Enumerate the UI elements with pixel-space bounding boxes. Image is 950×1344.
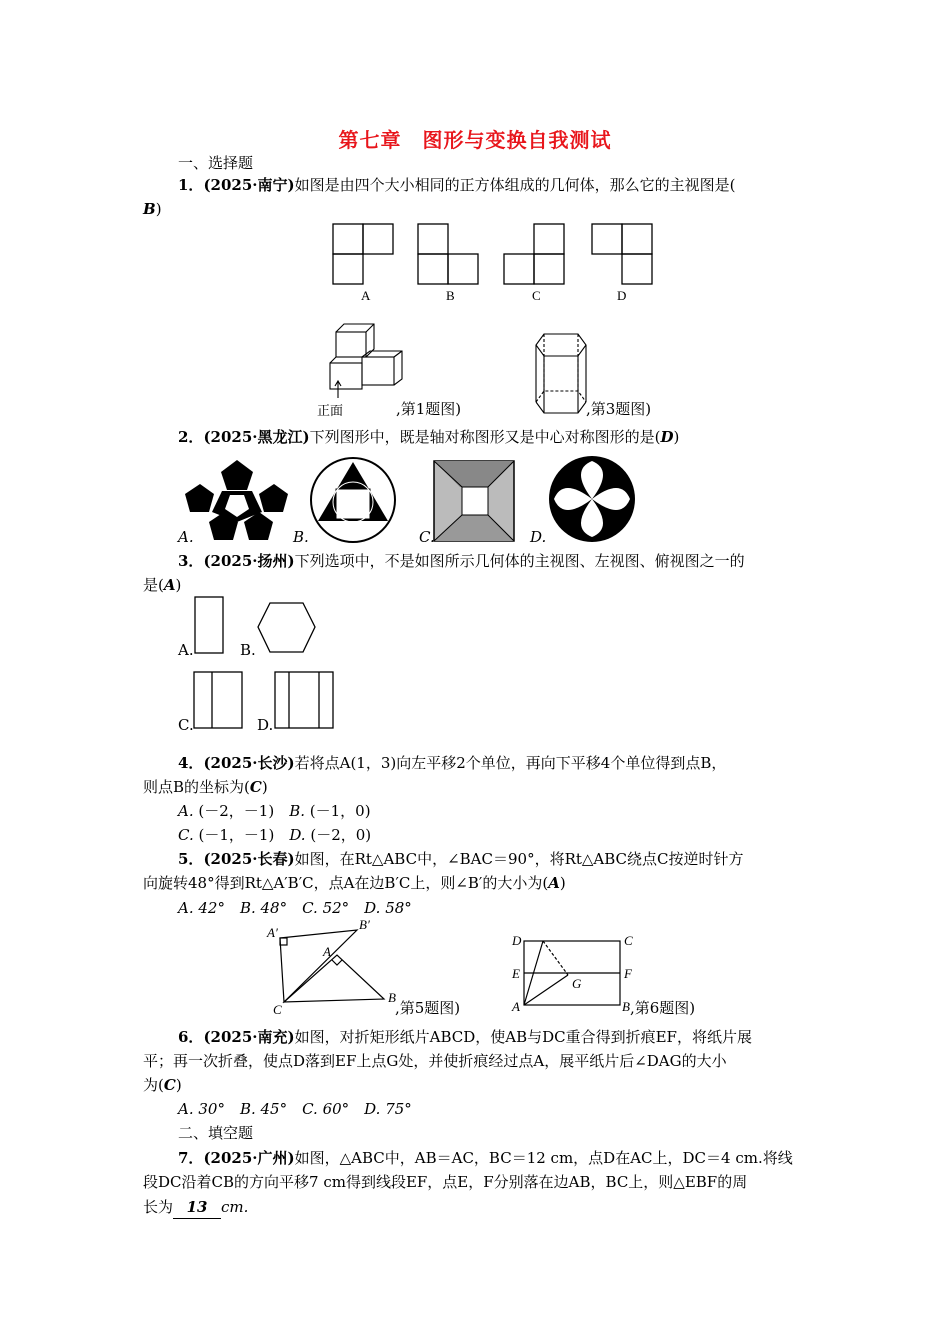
q4-text: 若将点A(1，3)向左平移2个单位，再向下平移4个单位得到点B，	[294, 754, 727, 772]
q4-option-a-value: (－2，－1)	[198, 802, 275, 820]
q2-text: 下列图形中，既是轴对称图形又是中心对称图形的是(	[309, 428, 661, 446]
q3-option-d: D.	[257, 716, 274, 734]
q6-options: A. 30° B. 45° C. 60° D. 75°	[178, 1100, 412, 1118]
q6-point-d: D	[512, 933, 522, 948]
q3-text: 下列选项中，不是如图所示几何体的主视图、左视图、俯视图之一的	[294, 552, 745, 570]
q5-options: A. 42° B. 48° C. 52° D. 58°	[178, 899, 412, 917]
q6-answer: C	[163, 1076, 176, 1094]
q2-source: (2025·黑龙江)	[203, 428, 310, 446]
q5-point-b: B	[388, 990, 396, 1005]
q5-answer: A	[548, 874, 560, 892]
q5-point-a-prime: A′	[267, 925, 278, 940]
q7-answer: 13	[173, 1196, 221, 1219]
q1-source: (2025·南宁)	[203, 176, 295, 194]
q6-point-a: A	[512, 999, 520, 1014]
q6-number: 6．	[178, 1028, 204, 1046]
q7-source: (2025·广州)	[203, 1149, 295, 1167]
q6-point-g: G	[572, 976, 582, 991]
q1-caption: ,第1题图)	[396, 400, 462, 418]
q3-answer: A	[163, 576, 176, 594]
q2-option-c: C.	[419, 528, 435, 546]
page-title: 第七章 图形与变换自我测试	[338, 128, 612, 152]
q4-option-b: B.	[289, 802, 305, 820]
q6-caption: ,第6题图)	[630, 999, 696, 1017]
q3-close: )	[175, 576, 182, 594]
q4-answer: C	[249, 778, 262, 796]
q6-point-c: C	[624, 933, 633, 948]
q5-caption: ,第5题图)	[395, 999, 461, 1017]
q1-option-b: B	[446, 288, 455, 303]
q6-line-1: 如图，对折矩形纸片ABCD，使AB与DC重合得到折痕EF，将纸片展	[294, 1028, 752, 1046]
q3-caption: ,第3题图)	[586, 400, 652, 418]
q3-source: (2025·扬州)	[203, 552, 295, 570]
q4-option-b-value: (－1，0)	[309, 802, 371, 820]
q5-close: )	[559, 874, 566, 892]
q2-close: )	[673, 428, 680, 446]
q6-source: (2025·南充)	[203, 1028, 295, 1046]
q1-option-a: A	[361, 288, 371, 303]
q2-option-b: B.	[293, 528, 309, 546]
q6-line-2: 平；再一次折叠，使点D落到EF上点G处，并使折痕经过点A，展平纸片后∠DAG的大小	[143, 1052, 727, 1070]
q3-number: 3．	[178, 552, 204, 570]
q7-line-1: 如图，△ABC中，AB＝AC，BC＝12 cm，点D在AC上，DC＝4 cm.将线	[294, 1149, 793, 1167]
q5-number: 5．	[178, 850, 204, 868]
q5-line-1: 如图，在Rt△ABC中，∠BAC＝90°，将Rt△ABC绕点C按逆时针方	[294, 850, 744, 868]
q1-text: 如图是由四个大小相同的正方体组成的几何体，那么它的主视图是(	[294, 176, 736, 194]
q5-line-2: 向旋转48°得到Rt△A′B′C，点A在边B′C上，则∠B′的大小为(	[143, 874, 549, 892]
q1-number: 1．	[178, 176, 204, 194]
section-choice: 一、选择题	[178, 154, 254, 172]
q2-number: 2．	[178, 428, 204, 446]
q1-front-label: 正面	[317, 403, 344, 418]
q7-line-2: 段DC沿着CB的方向平移7 cm得到线段EF，点E，F分别落在边AB，BC上，则△EBF的周	[143, 1173, 748, 1191]
q5-point-c: C	[273, 1002, 282, 1017]
q4-option-c-value: (－1，－1)	[198, 826, 275, 844]
q6-point-b: B	[622, 999, 630, 1014]
q2-option-d: D.	[530, 528, 547, 546]
q7-line-3-pre: 长为	[143, 1198, 174, 1216]
q4-option-c: C.	[178, 826, 194, 844]
q7-line-3-row	[143, 1196, 248, 1219]
q2-option-a: A.	[178, 528, 194, 546]
q1-close: )	[155, 200, 162, 218]
question-7	[178, 1147, 793, 1169]
q4-source: (2025·长沙)	[203, 754, 295, 772]
q6-line-3: 为(	[143, 1076, 164, 1094]
q6-point-e: E	[512, 966, 520, 981]
q1-option-d: D	[617, 288, 627, 303]
q6-line-3-row	[143, 1074, 182, 1096]
q5-point-b-prime: B′	[359, 917, 370, 932]
q2-answer: D	[660, 428, 674, 446]
q6-point-f: F	[624, 966, 632, 981]
q1-option-c: C	[532, 288, 541, 303]
q3-text-2: 是(	[143, 576, 164, 594]
q7-number: 7．	[178, 1149, 204, 1167]
q4-option-a: A.	[178, 802, 194, 820]
question-6	[178, 1026, 752, 1048]
q4-text-2: 则点B的坐标为(	[143, 778, 250, 796]
q7-line-3-post: cm.	[221, 1198, 249, 1216]
q3-option-c: C.	[178, 716, 194, 734]
q4-option-d-value: (－2，0)	[310, 826, 372, 844]
q5-source: (2025·长春)	[203, 850, 295, 868]
q4-option-d: D.	[289, 826, 306, 844]
q4-number: 4．	[178, 754, 204, 772]
section-fill: 二、填空题	[178, 1124, 254, 1142]
q6-close: )	[175, 1076, 182, 1094]
q1-answer: B	[143, 200, 156, 218]
q5-point-a: A	[323, 944, 331, 959]
q4-close: )	[261, 778, 268, 796]
q3-option-b: B.	[240, 641, 256, 659]
q3-option-a: A.	[178, 641, 194, 659]
